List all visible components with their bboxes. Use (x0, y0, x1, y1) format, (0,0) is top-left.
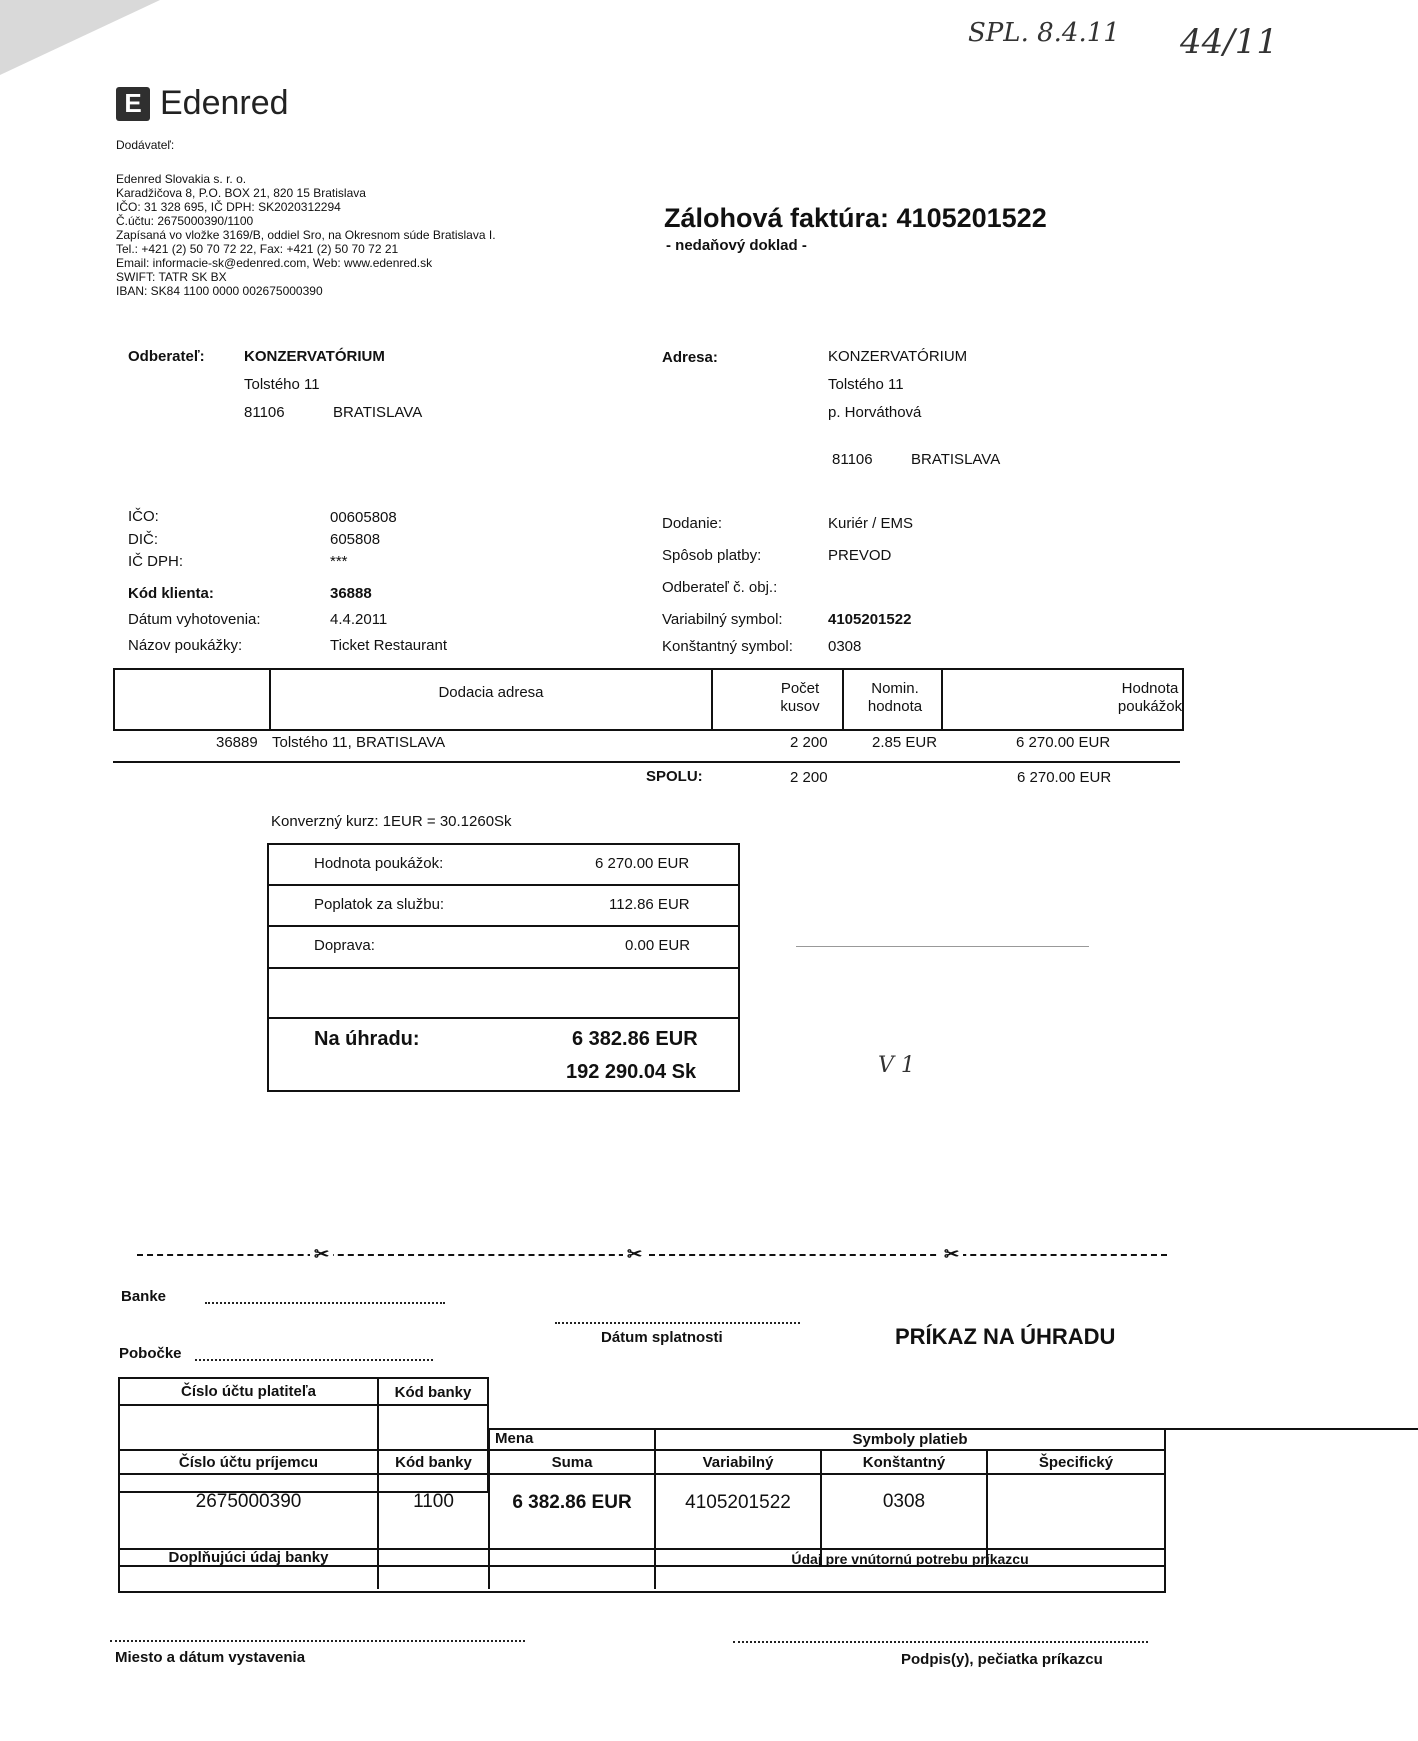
ico-value: 00605808 (330, 509, 397, 526)
col-value: Hodnota poukážok (1117, 680, 1183, 715)
client-code-label: Kód klienta: (128, 585, 214, 602)
row-value: 6 270.00 EUR (1016, 734, 1111, 751)
constant-symbol-label: Konštantný symbol: (662, 638, 793, 655)
specific-header: Špecifický (1038, 1454, 1114, 1471)
conversion-rate: Konverzný kurz: 1EUR = 30.1260Sk (271, 813, 512, 830)
sum-header: Suma (551, 1454, 593, 1471)
invoice-title: Zálohová faktúra: 4105201522 (664, 203, 1047, 233)
dic-value: 605808 (330, 531, 381, 548)
variable-header: Variabilný (702, 1454, 774, 1471)
supplier-line: IČO: 31 328 695, IČ DPH: SK2020312294 (116, 200, 341, 214)
icdph-value: *** (330, 553, 348, 570)
recipient-account-header: Číslo účtu príjemcu (178, 1454, 319, 1471)
customer-name: KONZERVATÓRIUM (244, 348, 385, 365)
col-address: Dodacia adresa (438, 684, 544, 701)
address-attn: p. Horváthová (828, 404, 922, 421)
payment-order-title: PRÍKAZ NA ÚHRADU (895, 1324, 1116, 1349)
icdph-label: IČ DPH: (128, 553, 184, 570)
scissors-icon: ✂ (310, 1244, 333, 1265)
payment-order-table (118, 1428, 1166, 1593)
constant-symbol-value: 0308 (828, 638, 862, 655)
signature-label: Podpis(y), pečiatka príkazcu (901, 1651, 1103, 1668)
supplier-line: Tel.: +421 (2) 50 70 72 22, Fax: +421 (2) 50 70 72 21 (116, 242, 399, 256)
col-count: Počet kusov (780, 680, 820, 715)
symbols-header: Symboly platieb (852, 1431, 968, 1448)
handwritten-corner-note: 44/11 (1180, 22, 1278, 62)
supplier-label: Dodávateľ: (116, 138, 175, 152)
currency-header: Mena (495, 1430, 534, 1447)
row-code: 36889 (216, 734, 258, 751)
address-zip: 81106 (832, 451, 873, 468)
place-date-label: Miesto a dátum vystavenia (115, 1649, 306, 1666)
customer-zip: 81106 (244, 404, 285, 421)
sum-value: 6 382.86 EUR (512, 1492, 632, 1513)
extra-bank-data-label: Doplňujúci údaj banky (168, 1549, 329, 1566)
address-label: Adresa: (662, 349, 718, 366)
invoice-subtitle: - nedaňový doklad - (666, 237, 807, 254)
edenred-logo (116, 84, 289, 123)
client-code-value: 36888 (330, 585, 372, 602)
service-fee-label: Poplatok za službu: (314, 896, 445, 913)
variable-value: 4105201522 (685, 1492, 791, 1513)
scissors-icon: ✂ (940, 1244, 963, 1265)
supplier-line: Č.účtu: 2675000390/1100 (116, 214, 254, 228)
issue-date-label: Dátum vyhotovenia: (128, 611, 261, 628)
total-label: SPOLU: (646, 768, 703, 785)
address-name: KONZERVATÓRIUM (828, 348, 968, 365)
customer-city: BRATISLAVA (333, 404, 423, 421)
supplier-line: Email: informacie-sk@edenred.com, Web: www.edenred.sk (116, 256, 433, 270)
amount-due-sk: 192 290.04 Sk (566, 1061, 697, 1083)
supplier-line: IBAN: SK84 1100 0000 002675000390 (116, 284, 323, 298)
customer-label: Odberateľ: (128, 348, 205, 365)
cut-line (137, 1254, 1167, 1256)
bank-label: Banke (121, 1288, 167, 1305)
ico-label: IČO: (128, 508, 159, 525)
payer-account-header: Číslo účtu platiteľa (181, 1383, 316, 1400)
service-fee-amount: 112.86 EUR (609, 896, 690, 913)
voucher-value-label: Hodnota poukážok: (314, 855, 444, 872)
voucher-value-amount: 6 270.00 EUR (595, 855, 690, 872)
voucher-name-value: Ticket Restaurant (330, 637, 447, 654)
supplier-line: Edenred Slovakia s. r. o. (116, 172, 247, 186)
address-street: Tolstého 11 (828, 376, 904, 393)
amount-due-label: Na úhradu: (314, 1028, 420, 1050)
handwritten-mark: V 1 (878, 1053, 915, 1078)
row-count: 2 200 (790, 734, 828, 751)
voucher-name-label: Názov poukážky: (128, 637, 243, 654)
total-value: 6 270.00 EUR (1017, 769, 1112, 786)
constant-header: Konštantný (862, 1454, 946, 1471)
variable-symbol-value: 4105201522 (828, 611, 912, 628)
due-date-label: Dátum splatnosti (601, 1329, 723, 1346)
recipient-bank-code-header: Kód banky (395, 1454, 472, 1471)
handwritten-note: SPL. 8.4.11 (968, 18, 1120, 48)
supplier-line: Karadžičova 8, P.O. BOX 21, 820 15 Bratislava (116, 186, 366, 200)
edenred-logo-icon: E (116, 87, 150, 121)
logo-text: Edenred (160, 84, 289, 122)
col-nominal: Nomin. hodnota (867, 680, 923, 715)
delivery-label: Dodanie: (662, 515, 723, 532)
supplier-block (116, 172, 596, 298)
payer-bank-code-header: Kód banky (394, 1384, 472, 1401)
shipping-label: Doprava: (314, 937, 375, 954)
issue-date-value: 4.4.2011 (330, 611, 388, 628)
order-number-label: Odberateľ č. obj.: (662, 579, 778, 596)
summary-table (267, 843, 740, 1092)
items-table-header (113, 668, 1184, 731)
delivery-value: Kuriér / EMS (828, 515, 914, 532)
payment-method-value: PREVOD (828, 547, 892, 564)
variable-symbol-label: Variabilný symbol: (662, 611, 783, 628)
supplier-line: Zapísaná vo vložke 3169/B, oddiel Sro, na Okresnom súde Bratislava I. (116, 228, 496, 242)
scissors-icon: ✂ (623, 1244, 646, 1265)
address-city: BRATISLAVA (911, 451, 1001, 468)
total-count: 2 200 (790, 769, 828, 786)
amount-due-eur: 6 382.86 EUR (572, 1028, 698, 1050)
internal-data-label: Údaj pre vnútornú potrebu príkazcu (791, 1551, 1029, 1567)
branch-label: Pobočke (119, 1345, 182, 1362)
recipient-bank-code-value: 1100 (413, 1491, 454, 1512)
recipient-account-value: 2675000390 (195, 1491, 302, 1512)
customer-street: Tolstého 11 (244, 376, 320, 393)
dic-label: DIČ: (128, 531, 158, 548)
row-nominal: 2.85 EUR (872, 734, 938, 751)
constant-value: 0308 (882, 1491, 926, 1512)
row-address: Tolstého 11, BRATISLAVA (272, 734, 446, 751)
supplier-line: SWIFT: TATR SK BX (116, 270, 227, 284)
payment-method-label: Spôsob platby: (662, 547, 762, 564)
scan-corner (0, 0, 160, 75)
shipping-amount: 0.00 EUR (625, 937, 691, 954)
